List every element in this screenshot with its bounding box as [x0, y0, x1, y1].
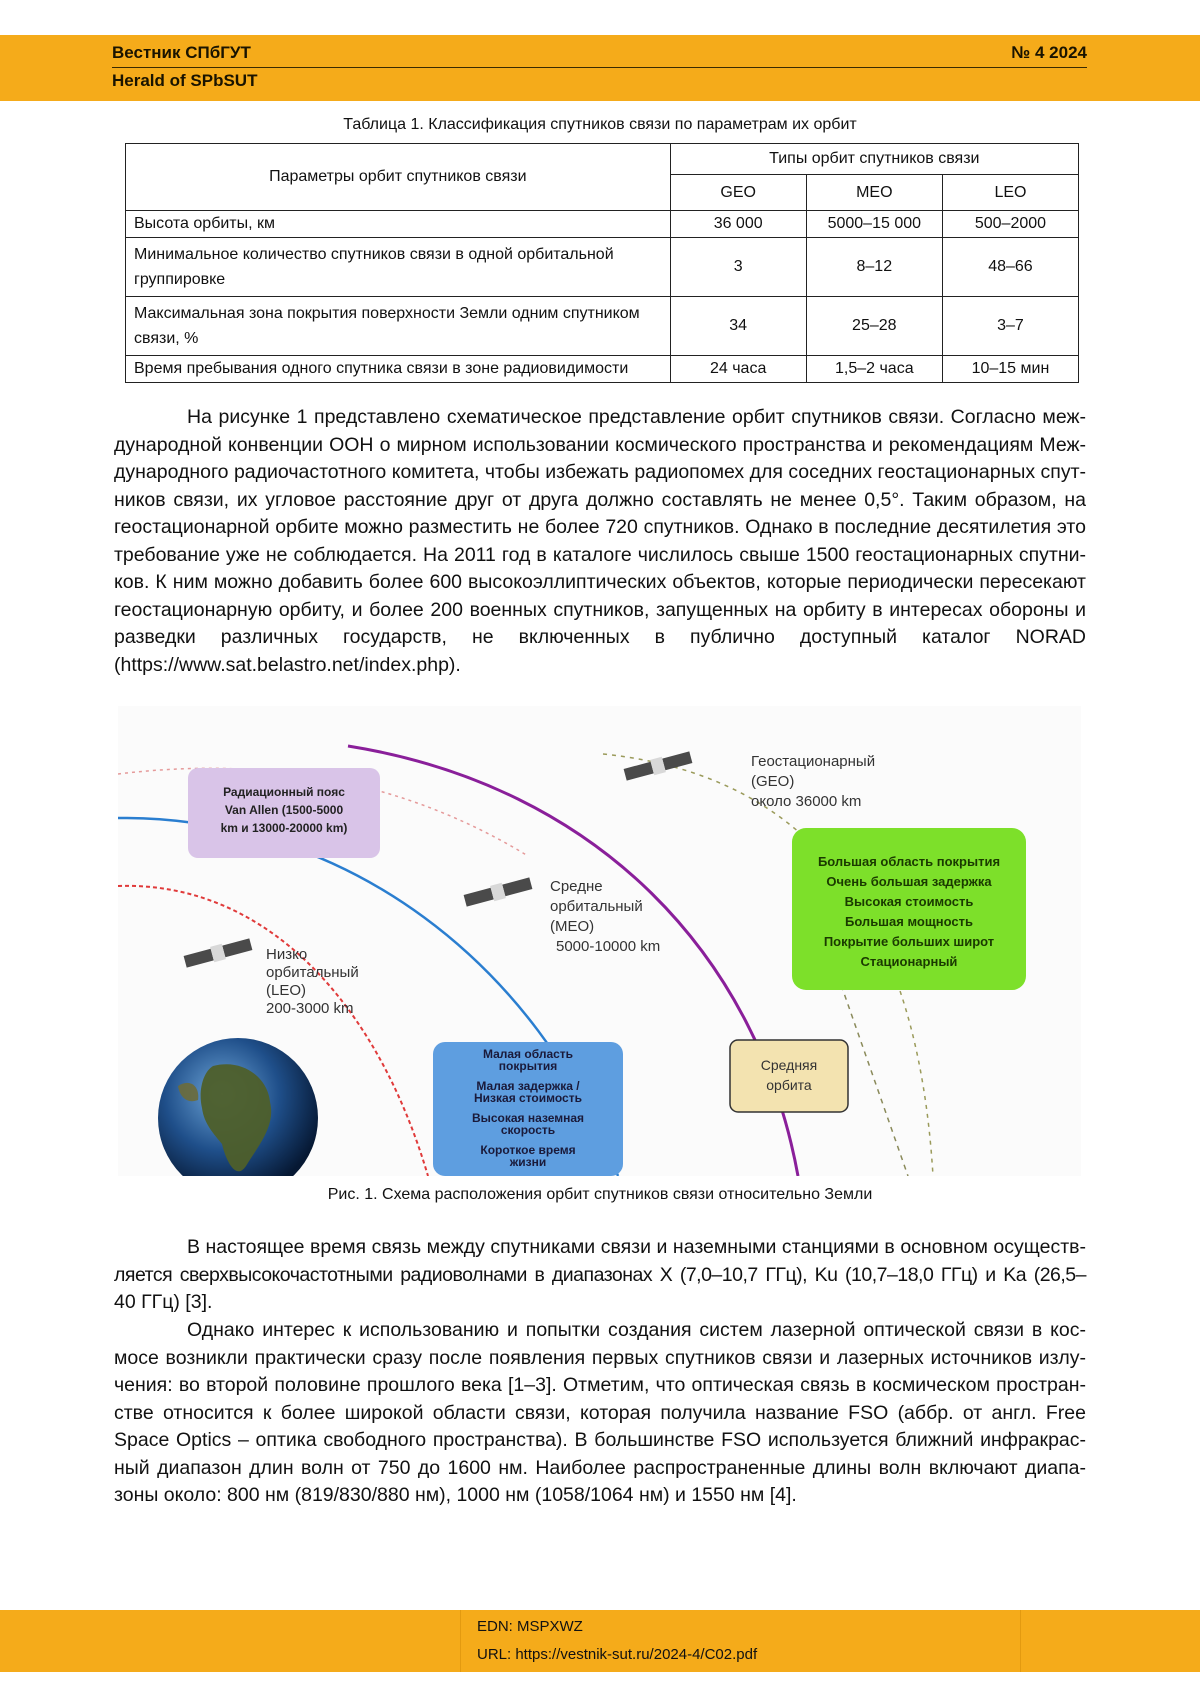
orbit-diagram [118, 706, 1081, 1176]
geo-property: Очень большая задержка [826, 874, 992, 889]
figure-caption: Рис. 1. Схема расположения орбит спутников связи относительно Земли [327, 1186, 873, 1203]
orbit-diagram-figure [118, 706, 1081, 1176]
table-cell: 25–28 [806, 297, 942, 356]
medium-orbit-label: орбита [766, 1077, 812, 1093]
journal-title-ru: Вестник СПбГУТ [112, 43, 251, 62]
table-cell: 500–2000 [942, 211, 1078, 238]
table-row [126, 211, 1079, 238]
medium-orbit-box [730, 1040, 848, 1112]
text-line: ный диапазон длин волн от 750 до 1600 нм. Наиболее распространенные длины волн включают диапа- [114, 1456, 1086, 1479]
leo-property: скорость [500, 1123, 556, 1137]
footer-divider [1020, 1610, 1021, 1672]
geo-property: Большая область покрытия [817, 854, 1001, 869]
paragraph-1 [114, 404, 1086, 679]
meo-label: Средне [550, 878, 603, 895]
text-line: разведки различных государств, не включенных в публично доступный каталог NORAD [114, 626, 1086, 648]
table-cell-param: Минимальное количество спутников связи в одной орбитальной группировке [126, 238, 671, 297]
leo-property: Высокая наземная [471, 1111, 585, 1125]
leo-label: Низко [266, 946, 308, 963]
leo-property: Малая область [482, 1047, 574, 1061]
table-cell: 5000–15 000 [806, 211, 942, 238]
text-line: Space Optics – оптика свободного пространства). В большинстве FSO используется ближний инфракрас- [114, 1429, 1086, 1451]
table-row [126, 297, 1079, 356]
leo-property: Низкая стоимость [474, 1091, 582, 1105]
journal-title-en: Herald of SPbSUT [112, 71, 258, 90]
table-cell: 48–66 [942, 238, 1078, 297]
table-cell-param: Высота орбиты, км [126, 211, 671, 238]
issue-number: № 4 2024 [1011, 43, 1087, 62]
geo-property: Высокая стоимость [844, 894, 974, 909]
text-line: Однако интерес к использованию и попытки создания систем лазерной оптической связи в кос- [187, 1319, 1086, 1341]
table-cell: 3 [670, 238, 806, 297]
paragraph-2 [114, 1234, 1086, 1317]
leo-property: Короткое время [480, 1143, 576, 1157]
text-line: стве относится к более широкой области связи, которая получила название FSO (аббр. от англ. Free [114, 1401, 1086, 1424]
leo-satellite-icon [183, 936, 253, 969]
table-cell-param: Максимальная зона покрытия поверхности Земли одним спутником связи, % [126, 297, 671, 356]
medium-orbit-label: Средняя [760, 1057, 818, 1073]
meo-label: 5000-10000 km [556, 938, 661, 955]
meo-satellite-icon [463, 875, 533, 908]
geo-label: около 36000 km [751, 793, 862, 810]
page-header [0, 35, 1200, 101]
article-url[interactable]: URL: https://vestnik-sut.ru/2024-4/C02.pdf [477, 1646, 758, 1663]
text-line: На рисунке 1 представлено схематическое представление орбит спутников связи. Согласно меж- [187, 406, 1086, 428]
footer-divider [460, 1610, 461, 1672]
text-line: В настоящее время связь между спутниками связи и наземными станциями в основном осуществ- [187, 1236, 1086, 1258]
leo-label: (LEO) [266, 982, 307, 999]
table-cell: 24 часа [670, 356, 806, 383]
text-line: мосе возникли практически сразу после появления первых спутников связи и лазерных источников излу- [114, 1346, 1086, 1369]
text-line: требование уже не соблюдается. На 2011 год в каталоге числилось свыше 1500 геостационарных спутни- [114, 543, 1086, 566]
van-allen-label: km и 13000-20000 km) [220, 821, 348, 835]
table-row [126, 356, 1079, 383]
meo-label: орбитальный [550, 898, 643, 915]
text-line: (https://www.sat.belastro.net/index.php). [114, 653, 461, 676]
geo-property: Стационарный [860, 954, 958, 969]
leo-property: Малая задержка / [476, 1079, 580, 1093]
geo-property: Большая мощность [844, 914, 974, 929]
param-header: Параметры орбит спутников связи [126, 144, 671, 211]
table-cell: 10–15 мин [942, 356, 1078, 383]
table-caption: Таблица 1. Классификация спутников связи по параметрам их орбит [343, 116, 857, 133]
table-cell-param: Время пребывания одного спутника связи в зоне радиовидимости [126, 356, 671, 383]
geo-label: Геостационарный [751, 753, 876, 770]
table-cell: 3–7 [942, 297, 1078, 356]
types-header: Типы орбит спутников связи [670, 144, 1078, 175]
table-cell: 36 000 [670, 211, 806, 238]
text-line: зоны около: 800 нм (819/830/880 нм), 1000 нм (1058/1064 нм) и 1550 нм [4]. [114, 1484, 797, 1506]
table-cell: 8–12 [806, 238, 942, 297]
table-cell: 1,5–2 часа [806, 356, 942, 383]
text-line: 40 ГГц) [3]. [114, 1291, 213, 1313]
geo-label: (GEO) [751, 773, 795, 790]
text-line: геостационарную орбиту, и более 200 военных спутников, запущенных на орбиту в интересах обороны и [114, 598, 1086, 621]
text-line: ков. К ним можно добавить более 600 высокоэллиптических объектов, которые периодически пересекают [114, 571, 1086, 593]
text-line: геостационарной орбите можно разместить не более 720 спутников. Однако в последние десятилетия это [114, 516, 1086, 538]
table-cell: 34 [670, 297, 806, 356]
leo-property: жизни [509, 1155, 547, 1169]
van-allen-label: Радиационный пояс [223, 785, 345, 799]
paragraph-3 [114, 1317, 1086, 1510]
geo-satellite-icon [623, 749, 693, 782]
text-line: чения: во второй половине прошлого века [1–3]. Отметим, что оптическая связь в космическом простран- [114, 1374, 1086, 1396]
header-rule [112, 67, 1087, 68]
table-row [126, 238, 1079, 297]
meo-label: (MEO) [550, 918, 595, 935]
column-header: LEO [942, 175, 1078, 211]
text-line: ников связи, их угловое расстояние друг от друга должно составлять не менее 0,5°. Таким образом, на [114, 488, 1086, 511]
van-allen-label: Van Allen (1500-5000 [224, 803, 344, 817]
text-line: дународной конвенции ООН о мирном использовании космического пространства и рекомендациям Меж- [114, 433, 1086, 456]
geo-property: Покрытие больших широт [823, 934, 995, 949]
text-line: ляется сверхвысокочастотными радиоволнами в диапазонах X (7,0–10,7 ГГц), Ku (10,7–18,0 ГГц) и Ka (26,5– [114, 1263, 1086, 1286]
column-header: MEO [806, 175, 942, 211]
leo-label: орбитальный [266, 964, 359, 981]
leo-label: 200-3000 km [266, 1000, 354, 1017]
orbit-table [125, 143, 1079, 383]
edn-code: EDN: MSPXWZ [477, 1618, 583, 1635]
leo-property: покрытия [498, 1059, 558, 1073]
text-line: дународного радиочастотного комитета, чтобы избежать радиопомех для соседних геостационарных спут- [114, 461, 1086, 483]
column-header: GEO [670, 175, 806, 211]
page-footer [0, 1610, 1200, 1672]
